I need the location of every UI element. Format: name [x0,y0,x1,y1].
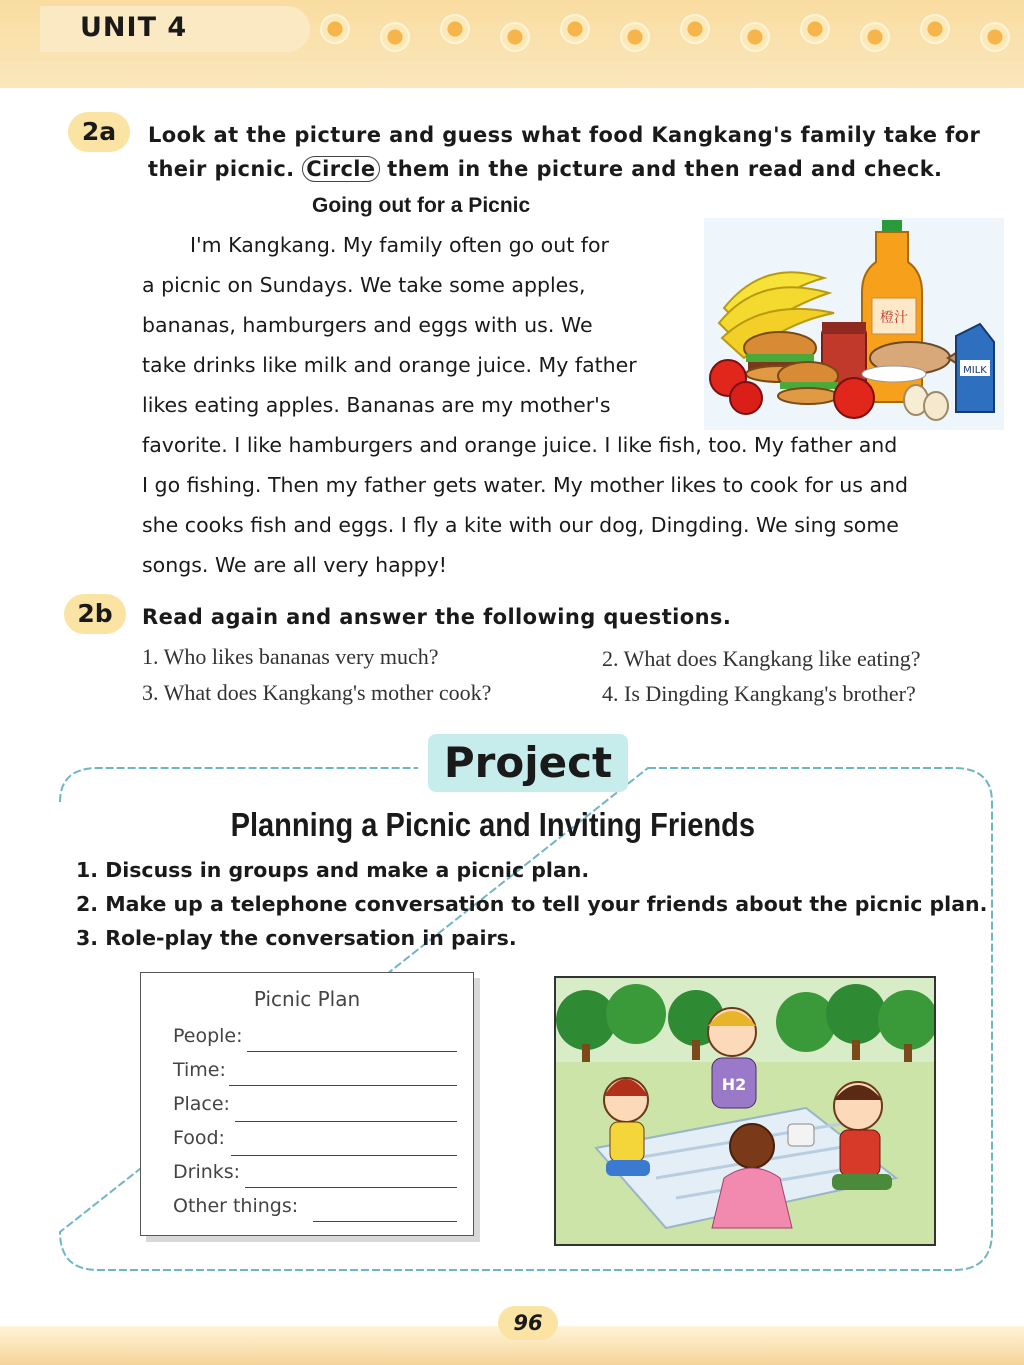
basket-icon [788,1124,814,1146]
plan-blank-food[interactable] [231,1155,457,1156]
plan-field-drinks: Drinks: [173,1161,241,1183]
shirt-text: H2 [721,1075,747,1094]
project-task-2: 2. Make up a telephone conversation to tell your friends about the picnic plan. [76,892,988,916]
banner-dot [680,14,710,44]
question-3: 3. What does Kangkang's mother cook? [142,680,492,705]
instruction-2a-line2 [148,152,942,186]
picnic-plan-card [140,972,474,1236]
banner-dot [860,22,890,52]
plan-blank-time[interactable] [229,1085,457,1086]
banner-dot [500,22,530,52]
section-badge-2a: 2a [68,112,130,152]
milk-carton-icon [956,324,994,412]
banner-dot [740,22,770,52]
project-task-3: 3. Role-play the conversation in pairs. [76,926,517,950]
plan-field-people: People: [173,1025,243,1047]
passage-line: take drinks like milk and orange juice. My father [142,353,637,377]
plan-field-other: Other things: [173,1195,299,1217]
instruction-2b: Read again and answer the following questions. [142,605,732,629]
passage-line: favorite. I like hamburgers and orange juice. I like fish, too. My father and [142,433,898,457]
plan-blank-other[interactable] [313,1221,457,1222]
plan-field-place: Place: [173,1093,230,1115]
girl-left-figure [604,1078,650,1176]
plan-blank-place[interactable] [235,1121,457,1122]
picnic-scene-illustration [556,978,934,1244]
banner-dot [320,14,350,44]
plan-blank-drinks[interactable] [245,1187,457,1188]
question-4: 4. Is Dingding Kangkang's brother? [602,681,916,706]
instruction-2a-circle-word: Circle [302,156,379,182]
banner-dot [380,22,410,52]
picnic-scene [554,976,936,1246]
passage-line: bananas, hamburgers and eggs with us. We [142,313,593,337]
plan-blank-people[interactable] [247,1051,457,1052]
instruction-2a-pre: their picnic. [148,157,295,181]
question-1: 1. Who likes bananas very much? [142,644,439,669]
project-subtitle: Planning a Picnic and Inviting Friends [230,806,755,843]
passage-line: likes eating apples. Bananas are my mother's [142,393,611,417]
page-number: 96 [498,1306,558,1340]
instruction-2a-post: them in the picture and then read and check. [387,157,943,181]
project-title: Project [428,734,628,792]
passage-line: I go fishing. Then my father gets water. My mother likes to cook for us and [142,473,909,497]
banner-dot [620,22,650,52]
plan-field-food: Food: [173,1127,225,1149]
passage-line: I'm Kangkang. My family often go out for [190,233,609,257]
banner-dot [800,14,830,44]
passage-title: Going out for a Picnic [312,194,531,217]
question-2: 2. What does Kangkang like eating? [602,646,921,671]
picnic-plan-heading: Picnic Plan [253,987,361,1011]
food-illustration [704,218,1004,430]
banner-dot [440,14,470,44]
bottle-label: 橙汁 [880,310,908,326]
project-task-1: 1. Discuss in groups and make a picnic plan. [76,858,590,882]
instruction-2a-line1: Look at the picture and guess what food Kangkang's family take for [148,123,981,147]
banner-dot [980,22,1010,52]
banner-dot [560,14,590,44]
section-badge-2b: 2b [64,594,126,634]
milk-label: MILK [963,365,987,376]
passage-line: a picnic on Sundays. We take some apples, [142,273,586,297]
passage-line: songs. We are all very happy! [142,553,448,577]
passage-line: she cooks fish and eggs. I fly a kite with our dog, Dingding. We sing some [142,513,899,537]
plan-field-time: Time: [173,1059,226,1081]
banner-dot [920,14,950,44]
unit-label: UNIT 4 [80,12,188,43]
